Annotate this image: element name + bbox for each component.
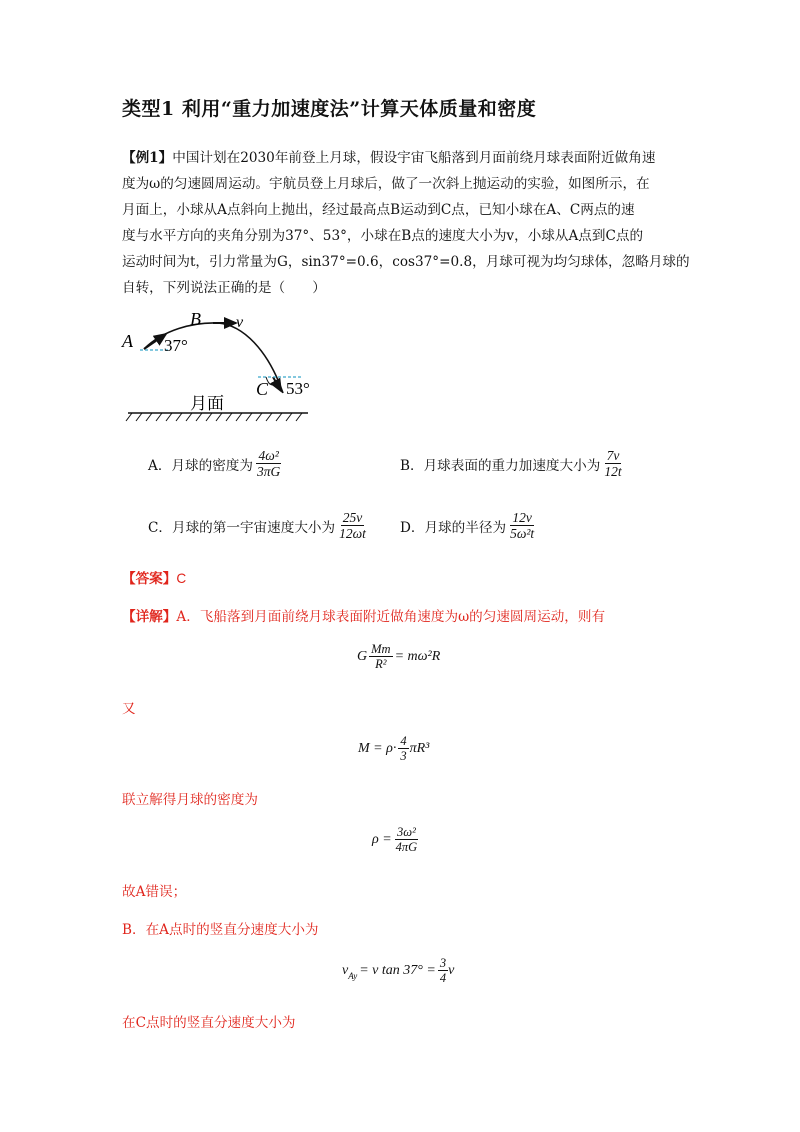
option-b[interactable]: B．月球表面的重力加速度大小为 $\frac{7v}{12t}$ xyxy=(400,448,622,479)
angle-a: 37° xyxy=(164,336,188,355)
angle-c: 53° xyxy=(286,379,310,398)
page-title: 类型1 利用“重力加速度法”计算天体质量和密度 xyxy=(122,98,537,120)
option-c-fraction: $\frac{25v}{12\omega t}$ xyxy=(339,510,366,541)
label-c: C xyxy=(256,379,269,399)
equation-1: G $\frac{Mm}{\text{R²}}$ = mω²R xyxy=(357,642,441,671)
label-v: v xyxy=(236,314,244,331)
question-line-3: 月面上，小球从A点斜向上抛出，经过最高点B运动到C点，已知小球在A、C两点的速 xyxy=(122,202,635,218)
option-a-fraction: $\frac{\text{4ω²}}{3\pi G}$ xyxy=(256,448,281,479)
answer: 【答案】C xyxy=(122,571,187,587)
question-line-1: 【例1】中国计划在2030年前登上月球，假设宇宙飞船落到月面前绕月球表面附近做角速 xyxy=(122,150,656,166)
equation-3: ρ = $\frac{\text{3ω²}}{4\pi G}$ xyxy=(372,825,418,854)
question-line-4: 度与水平方向的夹角分别为37°、53°，小球在B点的速度大小为v，小球从A点到C点的 xyxy=(122,228,644,244)
option-c[interactable]: C．月球的第一宇宙速度大小为 $\frac{25v}{12\omega t}$ xyxy=(148,510,366,541)
equation-4: v Ay = v tan 37° = $\frac{3}{4}$ v xyxy=(342,956,455,985)
detail-line-4: B．在A点时的竖直分速度大小为 xyxy=(122,922,319,938)
detail-line-2: 联立解得月球的密度为 xyxy=(122,792,258,808)
option-d-fraction: $\frac{12v}{\text{5ω²t}}$ xyxy=(510,510,535,541)
example-label: 【例1】 xyxy=(122,150,173,166)
detail-line-1: 【详解】A．飞船落到月面前绕月球表面附近做角速度为ω的匀速圆周运动，则有 xyxy=(122,609,606,625)
option-b-fraction: $\frac{7v}{12t}$ xyxy=(604,448,622,479)
example-question xyxy=(122,145,690,301)
option-d[interactable]: D．月球的半径为 $\frac{12v}{\text{5ω²t}}$ xyxy=(400,510,535,541)
projectile-figure xyxy=(118,305,318,430)
label-b: B xyxy=(190,309,201,329)
velocity-arrow-a xyxy=(144,334,166,349)
ground-label: 月面 xyxy=(190,394,224,414)
question-line-6: 自转，下列说法正确的是（ ） xyxy=(122,280,326,296)
detail-line-3: 故A错误； xyxy=(122,884,187,900)
question-line-5: 运动时间为t，引力常量为G，sin37°=0.6，cos37°=0.8，月球可视为均匀球体，忽略月球的 xyxy=(122,254,690,270)
equation-2: M = ρ· $\frac{4}{3}$ πR³ xyxy=(358,734,430,763)
question-line-2: 度为ω的匀速圆周运动。宇航员登上月球后，做了一次斜上抛运动的实验，如图所示，在 xyxy=(122,176,650,192)
detail-line-5: 在C点时的竖直分速度大小为 xyxy=(122,1015,296,1031)
option-a[interactable]: A．月球的密度为 $\frac{\text{4ω²}}{3\pi G}$ xyxy=(148,448,281,479)
label-a: A xyxy=(122,331,133,351)
detail-you: 又 xyxy=(122,701,136,717)
ground-hatching xyxy=(126,413,302,421)
